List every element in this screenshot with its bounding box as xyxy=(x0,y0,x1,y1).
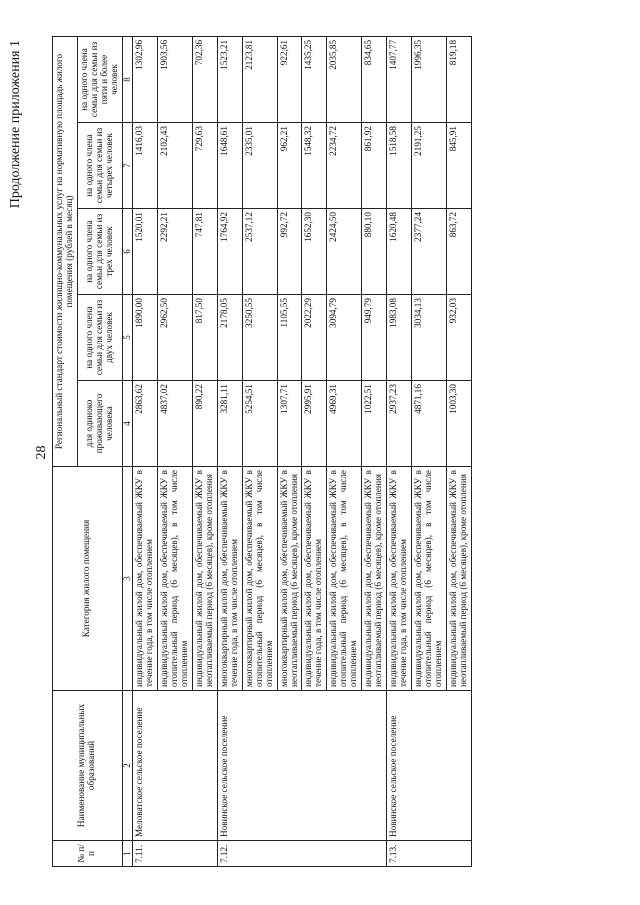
cost-value: 819,18 xyxy=(446,36,471,122)
header-sub: на одного члена семьи для семьи из четырех человек xyxy=(77,123,122,209)
row-number: 7.12. xyxy=(217,841,386,867)
cost-value: 1648,61 xyxy=(217,123,242,209)
cost-value: 4871,16 xyxy=(411,381,446,467)
header-num: № п/п xyxy=(53,841,123,867)
cost-value: 729,63 xyxy=(193,123,218,209)
cost-value: 1022,51 xyxy=(362,381,387,467)
cost-value: 962,21 xyxy=(277,123,302,209)
cost-value: 1764,92 xyxy=(217,209,242,295)
housing-category: индивидуальный жилой дом, обеспечиваемый ЖКУ в отопительный период (6 месяцев), в том числе отоплением xyxy=(327,467,362,691)
cost-value: 817,50 xyxy=(193,295,218,381)
row-number: 7.11. xyxy=(133,841,218,867)
housing-category: многоквартирный жилой дом, обеспечиваемый ЖКУ в отопительный период (6 месяцев), в том числе отоплением xyxy=(242,467,277,691)
cost-value: 861,92 xyxy=(362,123,387,209)
cost-value: 4969,31 xyxy=(327,381,362,467)
page-number: 28 xyxy=(34,445,49,460)
cost-value: 5254,51 xyxy=(242,381,277,467)
cost-value: 2335,01 xyxy=(242,123,277,209)
cost-value: 2022,29 xyxy=(302,295,327,381)
housing-category: индивидуальный жилой дом, обеспечиваемый ЖКУ в отопительный период (6 месяцев), в том числе отоплением xyxy=(158,467,193,691)
row-number: 7.13. xyxy=(387,841,472,867)
cost-value: 2178,05 xyxy=(217,295,242,381)
cost-value: 1996,35 xyxy=(411,36,446,122)
table-body xyxy=(133,36,471,866)
cost-value: 1890,00 xyxy=(133,295,158,381)
standards-table xyxy=(52,36,472,867)
housing-category: индивидуальный жилой дом, обеспечиваемый ЖКУ в неотапливаемый период (6 месяцев), кроме отопления xyxy=(362,467,387,691)
cost-value: 1435,25 xyxy=(302,36,327,122)
cost-value: 2995,91 xyxy=(302,381,327,467)
column-number: 7 xyxy=(122,123,133,209)
cost-value: 1520,01 xyxy=(133,209,158,295)
cost-value: 1407,77 xyxy=(387,36,412,122)
cost-value: 949,79 xyxy=(362,295,387,381)
housing-category: индивидуальный жилой дом, обеспечиваемый ЖКУ в течение года, в том числе отоплением xyxy=(133,467,158,691)
municipality-name: Новинское сельское поселение xyxy=(217,691,386,841)
table-row xyxy=(387,36,412,866)
cost-value: 2537,12 xyxy=(242,209,277,295)
cost-value: 3250,55 xyxy=(242,295,277,381)
table-row xyxy=(217,36,242,866)
header-sub: на одного члена семьи для семьи из двух человек xyxy=(77,295,122,381)
header-sub: для одиноко проживающего человека xyxy=(77,381,122,467)
header-sub: на одного члена семьи для семьи из трех человек xyxy=(77,209,122,295)
housing-category: индивидуальный жилой дом, обеспечиваемый ЖКУ в течение года, в том числе отоплением xyxy=(387,467,412,691)
cost-value: 1307,71 xyxy=(277,381,302,467)
housing-category: многоквартирный жилой дом, обеспечиваемый ЖКУ в течение года, в том числе отоплением xyxy=(217,467,242,691)
cost-value: 2102,43 xyxy=(158,123,193,209)
cost-value: 890,22 xyxy=(193,381,218,467)
cost-value: 834,65 xyxy=(362,36,387,122)
cost-value: 863,72 xyxy=(446,209,471,295)
municipality-name: Новинское сельское поселение xyxy=(387,691,472,841)
column-number: 4 xyxy=(122,381,133,467)
cost-value: 2123,81 xyxy=(242,36,277,122)
cost-value: 2377,24 xyxy=(411,209,446,295)
cost-value: 4837,02 xyxy=(158,381,193,467)
cost-value: 2035,85 xyxy=(327,36,362,122)
column-number: 6 xyxy=(122,209,133,295)
cost-value: 922,61 xyxy=(277,36,302,122)
column-number: 3 xyxy=(122,467,133,691)
cost-value: 1983,08 xyxy=(387,295,412,381)
housing-category: индивидуальный жилой дом, обеспечиваемый ЖКУ в течение года, в том числе отоплением xyxy=(302,467,327,691)
cost-value: 1003,30 xyxy=(446,381,471,467)
header-category: Категория жилого помещения xyxy=(53,467,123,691)
cost-value: 2191,25 xyxy=(411,123,446,209)
housing-category: многоквартирный жилой дом, обеспечиваемый ЖКУ в неотапливаемый период (6 месяцев), кроме отопления xyxy=(277,467,302,691)
header-municipality: Наименование муниципальных образований xyxy=(53,691,123,841)
cost-value: 2962,50 xyxy=(158,295,193,381)
cost-value: 932,03 xyxy=(446,295,471,381)
column-number: 2 xyxy=(122,691,133,841)
cost-value: 2424,50 xyxy=(327,209,362,295)
cost-value: 3034,13 xyxy=(411,295,446,381)
cost-value: 1548,32 xyxy=(302,123,327,209)
cost-value: 1620,48 xyxy=(387,209,412,295)
column-number: 8 xyxy=(122,36,133,122)
table-row xyxy=(133,36,158,866)
cost-value: 3281,11 xyxy=(217,381,242,467)
cost-value: 1105,55 xyxy=(277,295,302,381)
cost-value: 2234,72 xyxy=(327,123,362,209)
header-standard: Региональный стандарт стоимости жилищно-коммунальных услуг на нормативную площадь жилого помещения (рублей в месяц) xyxy=(53,36,78,466)
cost-value: 1903,56 xyxy=(158,36,193,122)
cost-value: 747,81 xyxy=(193,209,218,295)
cost-value: 2292,21 xyxy=(158,209,193,295)
cost-value: 702,36 xyxy=(193,36,218,122)
cost-value: 992,72 xyxy=(277,209,302,295)
continuation-label: Продолжение приложения 1 xyxy=(8,40,23,209)
cost-value: 1652,30 xyxy=(302,209,327,295)
cost-value: 1302,96 xyxy=(133,36,158,122)
housing-category: индивидуальный жилой дом, обеспечиваемый ЖКУ в неотапливаемый период (6 месяцев), кроме отопления xyxy=(446,467,471,691)
cost-value: 3094,79 xyxy=(327,295,362,381)
cost-value: 1523,21 xyxy=(217,36,242,122)
cost-value: 845,91 xyxy=(446,123,471,209)
column-number: 1 xyxy=(122,841,133,867)
housing-category: индивидуальный жилой дом, обеспечиваемый ЖКУ в неотапливаемый период (6 месяцев), кроме отопления xyxy=(193,467,218,691)
column-number: 5 xyxy=(122,295,133,381)
municipality-name: Меловатское сельское поселение xyxy=(133,691,218,841)
cost-value: 880,10 xyxy=(362,209,387,295)
cost-value: 1416,03 xyxy=(133,123,158,209)
cost-value: 2863,62 xyxy=(133,381,158,467)
cost-value: 2937,23 xyxy=(387,381,412,467)
header-sub: на одного члена семьи для семьи из пяти и более человек xyxy=(77,36,122,122)
cost-value: 1518,58 xyxy=(387,123,412,209)
housing-category: индивидуальный жилой дом, обеспечиваемый ЖКУ в отопительный период (6 месяцев), в том числе отоплением xyxy=(411,467,446,691)
